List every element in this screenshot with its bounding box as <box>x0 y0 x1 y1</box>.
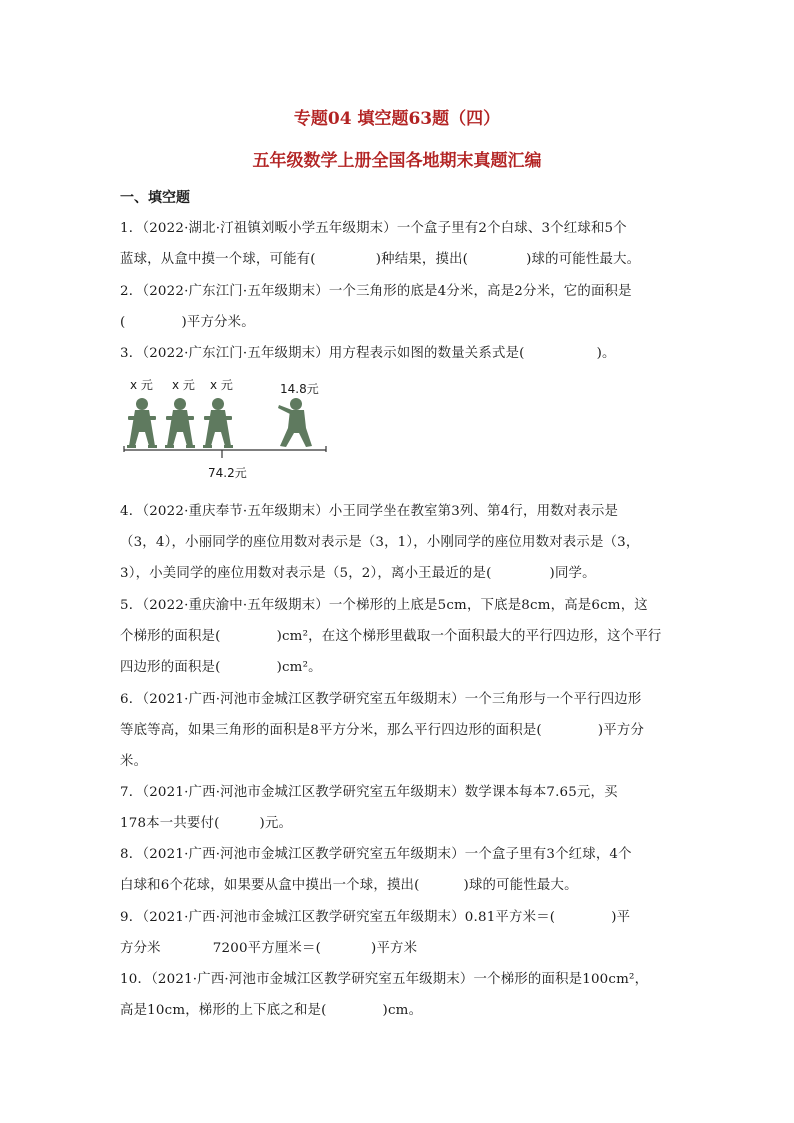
question-5-line-2 <box>120 625 662 644</box>
question-2-line-1: 2．（2022·广东江门·五年级期末）一个三角形的底是4分米，高是2分米，它的面积是 <box>120 284 632 299</box>
q5-text-d: )cm²。 <box>276 660 322 675</box>
quantity-figure <box>118 372 338 484</box>
question-6-line-2 <box>120 719 644 738</box>
q3-text-b: )。 <box>596 346 616 361</box>
q6-text-b: )平方分 <box>597 723 645 738</box>
q5-text-a: 个梯形的面积是( <box>120 629 221 644</box>
x-price-label-1: x 元 <box>130 378 153 392</box>
q6-text-a: 等底等高，如果三角形的面积是8平方分米，那么平行四边形的面积是( <box>120 723 542 738</box>
q1-text-a: 蓝球，从盒中摸一个球，可能有( <box>120 252 316 267</box>
question-4-line-3 <box>120 562 596 581</box>
q3-text-a: 3．（2022·广东江门·五年级期末）用方程表示如图的数量关系式是( <box>120 346 525 361</box>
q7-text-a: 178本一共要付( <box>120 816 220 831</box>
q2-text-a: ( <box>120 315 126 330</box>
q9-text-e: )平方米 <box>371 941 418 956</box>
question-6-line-1: 6．（2021·广西·河池市金城江区教学研究室五年级期末）一个三角形与一个平行四边形 <box>120 692 642 707</box>
question-8-line-1: 8．（2021·广西·河池市金城江区教学研究室五年级期末）一个盒子里有3个红球，4个 <box>120 847 632 862</box>
q1-text-c: )球的可能性最大。 <box>526 252 641 267</box>
question-1-line-2 <box>120 248 640 267</box>
question-10-line-2 <box>120 999 422 1018</box>
question-4-line-2: （3，4），小丽同学的座位用数对表示是（3，1），小刚同学的座位用数对表示是（3， <box>120 535 640 550</box>
q9-text-b: )平 <box>611 910 631 925</box>
q9-text-a: 9．（2021·广西·河池市金城江区教学研究室五年级期末）0.81平方米＝( <box>120 910 556 925</box>
q9-text-d: 7200平方厘米＝( <box>212 941 322 956</box>
question-8-line-2 <box>120 874 578 893</box>
question-9-line-2 <box>120 937 417 956</box>
document-subtitle: 五年级数学上册全国各地期末真题汇编 <box>252 151 542 171</box>
question-2-line-2 <box>120 311 255 330</box>
q8-text-a: 白球和6个花球，如果要从盒中摸出一个球，摸出( <box>120 878 420 893</box>
soldier-icon-2 <box>165 398 195 448</box>
q5-text-c: 四边形的面积是( <box>120 660 221 675</box>
section-heading: 一、填空题 <box>120 190 190 206</box>
question-5-line-1: 5．（2022·重庆渝中·五年级期末）一个梯形的上底是5cm，下底是8cm，高是6cm，这 <box>120 598 648 613</box>
question-10-line-1: 10．（2021·广西·河池市金城江区教学研究室五年级期末）一个梯形的面积是100cm²， <box>120 972 649 987</box>
soldier-icon-4 <box>278 398 312 447</box>
question-7-line-1: 7．（2021·广西·河池市金城江区教学研究室五年级期末）数学课本每本7.65元，买 <box>120 785 618 800</box>
soldier-icon-1 <box>127 398 157 448</box>
question-1-line-1: 1．（2022·湖北·汀祖镇刘畈小学五年级期末）一个盒子里有2个白球、3个红球和5个 <box>120 221 627 236</box>
question-5-line-3 <box>120 656 322 675</box>
question-3-line-1 <box>120 342 616 361</box>
x-price-label-2: x 元 <box>172 378 195 392</box>
q2-text-b: )平方分米。 <box>181 315 255 330</box>
q10-text-a: 高是10cm，梯形的上下底之和是( <box>120 1003 327 1018</box>
q4-text-b: )同学。 <box>549 566 596 581</box>
q9-text-c: 方分米 <box>120 941 161 956</box>
question-6-line-3: 米。 <box>120 754 148 769</box>
x-price-label-3: x 元 <box>210 378 233 392</box>
q8-text-b: )球的可能性最大。 <box>463 878 578 893</box>
question-9-line-1 <box>120 906 630 925</box>
question-7-line-2 <box>120 812 292 831</box>
q5-text-b: )cm²，在这个梯形里截取一个面积最大的平行四边形，这个平行 <box>276 629 662 644</box>
q7-text-b: )元。 <box>259 816 293 831</box>
question-4-line-1: 4．（2022·重庆奉节·五年级期末）小王同学坐在教室第3列、第4行，用数对表示是 <box>120 504 619 519</box>
q10-text-b: )cm。 <box>382 1003 423 1018</box>
soldier-icon-3 <box>203 398 233 448</box>
single-price-label: 14.8元 <box>280 382 319 396</box>
q4-text-a: 3），小美同学的座位用数对表示是（5，2），离小王最近的是( <box>120 566 492 581</box>
document-title: 专题04 填空题63题（四） <box>293 109 501 129</box>
total-price-label: 74.2元 <box>208 466 247 480</box>
q1-text-b: )种结果，摸出( <box>375 252 469 267</box>
